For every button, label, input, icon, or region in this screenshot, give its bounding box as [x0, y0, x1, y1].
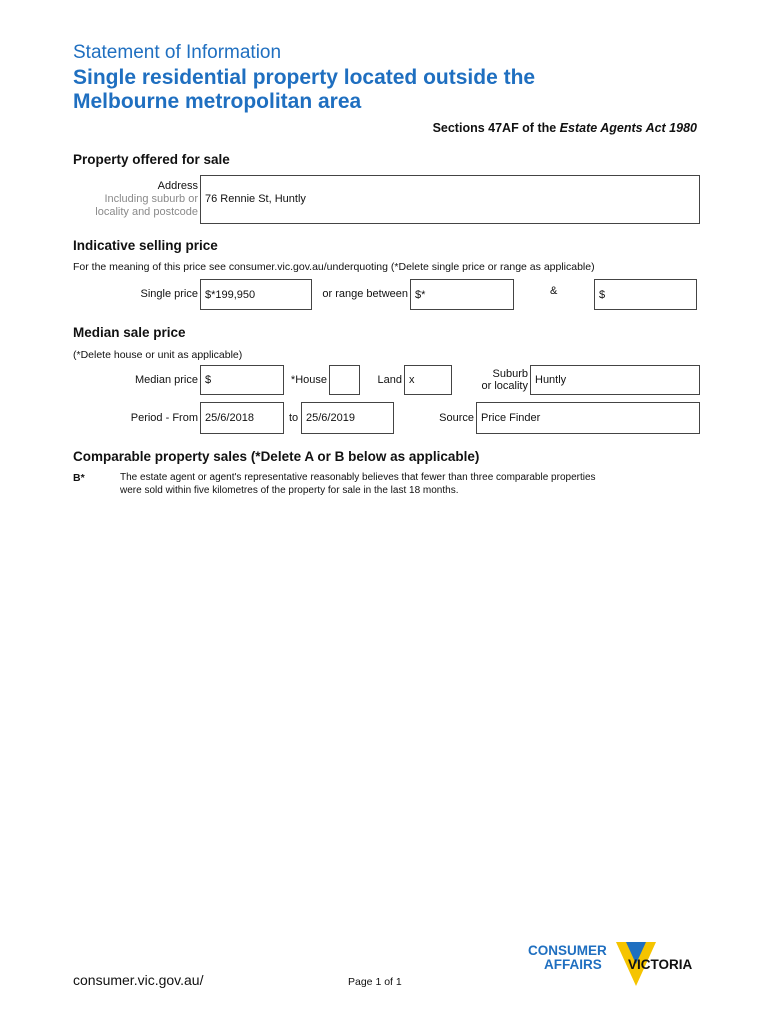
period-from-field[interactable]: 25/6/2018	[200, 402, 284, 434]
single-price-label: Single price	[140, 288, 198, 300]
period-to-field[interactable]: 25/6/2019	[301, 402, 394, 434]
option-b-marker: B*	[73, 472, 85, 484]
address-label-group	[80, 180, 198, 219]
logo-line-2: AFFAIRS	[544, 957, 602, 972]
address-sublabel-2: locality and postcode	[95, 206, 198, 218]
title-line-1: Single residential property located outside the	[73, 66, 536, 89]
logo-line-1: CONSUMER	[528, 943, 607, 958]
logo-line-3: VICTORIA	[628, 957, 693, 972]
median-note: (*Delete house or unit as applicable)	[73, 349, 243, 361]
median-heading: Median sale price	[73, 325, 186, 340]
land-label: Land	[377, 374, 402, 386]
source-field[interactable]: Price Finder	[476, 402, 700, 434]
option-b-line-2: were sold within five kilometres of the property for sale in the last 18 months.	[120, 485, 459, 496]
indicative-heading: Indicative selling price	[73, 238, 218, 253]
single-price-field[interactable]: $*199,950	[200, 279, 312, 310]
house-field[interactable]	[329, 365, 360, 395]
document-title	[73, 66, 693, 114]
suburb-label-group	[460, 368, 528, 392]
option-b-text	[120, 471, 710, 497]
range-to-field[interactable]: $	[594, 279, 697, 310]
address-field[interactable]: 76 Rennie St, Huntly	[200, 175, 700, 224]
median-price-label: Median price	[135, 374, 198, 386]
median-price-field[interactable]: $	[200, 365, 284, 395]
act-name: Estate Agents Act 1980	[559, 121, 697, 135]
range-from-field[interactable]: $*	[410, 279, 514, 310]
legislation-reference	[433, 121, 697, 135]
sections-prefix: Sections 47AF of the	[432, 121, 560, 135]
statement-heading: Statement of Information	[73, 42, 282, 63]
suburb-label-1: Suburb	[492, 368, 528, 380]
period-from-label: Period - From	[130, 412, 198, 424]
source-label: Source	[439, 412, 474, 424]
period-to-label: to	[289, 412, 299, 424]
property-heading: Property offered for sale	[73, 152, 230, 167]
comparable-heading: Comparable property sales (*Delete A or B below as applicable)	[73, 449, 480, 464]
range-label: or range between	[322, 288, 408, 300]
footer-url: consumer.vic.gov.au/	[73, 972, 204, 988]
suburb-label-2: or locality	[481, 380, 528, 392]
title-line-2: Melbourne metropolitan area	[73, 90, 362, 113]
range-ampersand: &	[550, 285, 558, 297]
option-b-line-1: The estate agent or agent's representative reasonably believes that fewer than three comparable properties	[120, 472, 596, 483]
suburb-field[interactable]: Huntly	[530, 365, 700, 395]
consumer-affairs-logo	[528, 940, 703, 990]
address-sublabel-1: Including suburb or	[104, 193, 198, 205]
land-field[interactable]: x	[404, 365, 452, 395]
house-label: *House	[290, 374, 327, 386]
address-label: Address	[157, 180, 198, 192]
indicative-note: For the meaning of this price see consumer.vic.gov.au/underquoting (*Delete single price or range as applicable)	[73, 261, 595, 273]
page-number: Page 1 of 1	[348, 976, 402, 988]
